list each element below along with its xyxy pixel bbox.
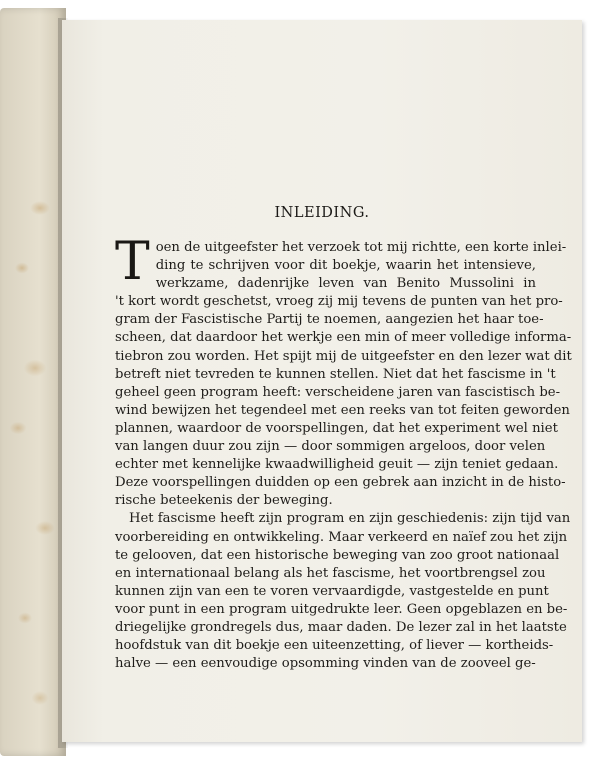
text-line: scheen, dat daardoor het werkje een min of meer volledige informa- bbox=[115, 330, 572, 346]
text-line: geheel geen program heeft: verscheidene jaren van fascistisch be- bbox=[115, 384, 561, 400]
text-line: rische beteekenis der beweging. bbox=[115, 493, 333, 509]
paragraph-1 bbox=[115, 232, 572, 510]
text-line: echter met kennelijke kwaadwilligheid geuit — zijn teniet gedaan. bbox=[115, 457, 559, 473]
text-line: driegelijke grondregels dus, maar daden. De lezer zal in het laatste bbox=[115, 619, 567, 635]
text-line: wind bewijzen het tegendeel met een reeks van tot feiten geworden bbox=[115, 402, 570, 418]
book-page bbox=[62, 20, 582, 742]
body-text bbox=[115, 232, 572, 673]
text-line: gram der Fascistische Partij te noemen, aangezien het haar toe- bbox=[115, 312, 544, 328]
text-line: Deze voorspellingen duidden op een gebrek aan inzicht in de histo- bbox=[115, 475, 566, 491]
text-line: tiebron zou worden. Het spijt mij de uitgeefster en den lezer wat dit bbox=[115, 348, 572, 364]
paragraph-2 bbox=[115, 510, 571, 673]
text-line: te gelooven, dat een historische beweging van zoo groot nationaal bbox=[115, 547, 560, 563]
text-line: plannen, waardoor de voorspellingen, dat het experiment wel niet bbox=[115, 420, 558, 436]
chapter-heading: INLEIDING. bbox=[274, 205, 370, 221]
text-line: halve — een eenvoudige opsomming vinden van de zooveel ge- bbox=[115, 656, 536, 672]
text-line: voorbereiding en ontwikkeling. Maar verkeerd en naïef zou het zijn bbox=[115, 529, 568, 545]
text-line: van langen duur zou zijn — door sommigen argeloos, door velen bbox=[115, 439, 546, 455]
drop-cap: T bbox=[115, 232, 150, 292]
left-page-edge bbox=[0, 8, 66, 756]
text-line: werkzame, dadenrijke leven van Benito Mussolini in bbox=[155, 276, 536, 292]
text-line: kunnen zijn van een te voren vervaardigde, vastgestelde en punt bbox=[115, 583, 549, 599]
text-line: Het fascisme heeft zijn program en zijn geschiedenis: zijn tijd van bbox=[129, 511, 571, 527]
text-line: ding te schrijven voor dit boekje, waarin het intensieve, bbox=[155, 258, 536, 274]
text-line: hoofdstuk van dit boekje een uiteenzetting, of liever — kortheids- bbox=[115, 638, 554, 654]
text-line: en internationaal belang als het fascisme, het voortbrengsel zou bbox=[115, 565, 546, 581]
text-line: 't kort wordt geschetst, vroeg zij mij tevens de punten van het pro- bbox=[115, 294, 563, 310]
text-line: oen de uitgeefster het verzoek tot mij richtte, een korte inlei- bbox=[155, 240, 567, 255]
text-line: voor punt in een program uitgedrukte leer. Geen opgeblazen en be- bbox=[115, 601, 568, 617]
text-line: betreft niet tevreden te kunnen stellen. Niet dat het fascisme in 't bbox=[115, 366, 556, 382]
